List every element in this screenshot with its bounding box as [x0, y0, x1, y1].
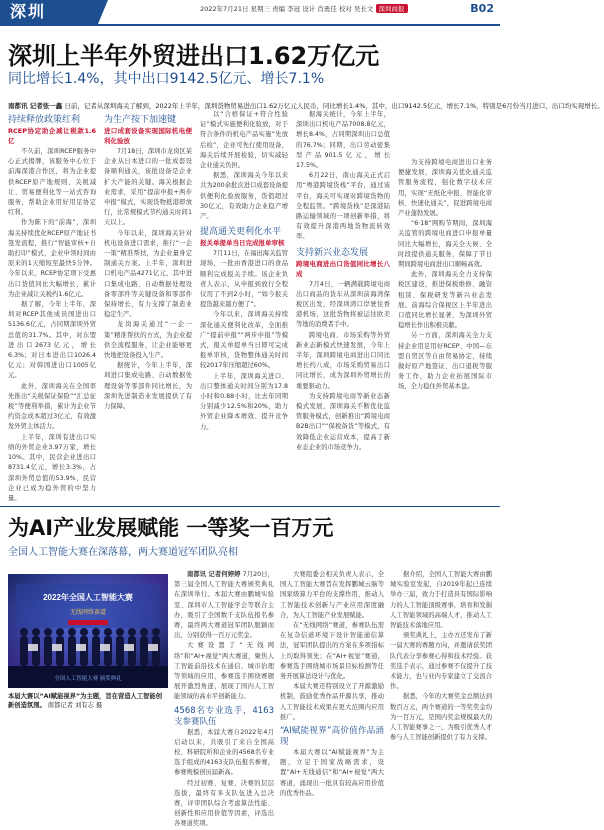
- col3-subtitle: 报关单提单当日完成报单审核: [200, 239, 285, 248]
- col3-title: 提高通关更利化水平: [200, 227, 282, 238]
- second-col2-paragraph: 在“无线网络”赛道，参赛队伍需在复杂信道环境下设计智能通信算法，冠军团队提出的方案在多项指标上均取得领先；在“AI+视觉”赛道，参赛选手围绕城市场景目标检测等任务开展算法设计与优化。: [280, 622, 384, 681]
- lead-column-2: [104, 110, 192, 502]
- col1-paragraph: 上半年，深圳有进出口实绩的外贸企业3.97万家，增长10%。其中，民营企业进出口8731.4亿元，增长3.3%，占深圳外贸总值的53.9%，民营企业已成为稳外贸的中坚力量。: [8, 433, 96, 502]
- ceremony-photo-graphic: [8, 574, 168, 688]
- col3-paragraph: 据悉，深圳海关今年以来共为200余批次进口成套设备提供便利化验放服务，货值超过30亿元，有效助力企业稳产增产。: [200, 172, 288, 221]
- col4-paragraph: 为支持跨境电商等新业态新模式发展，深圳海关不断优化监管服务模式，创新推出“跨境电商B2B出口”“保税备货”等模式，有效降低企业运营成本，提高了新业态企业的市场竞争力。: [296, 392, 390, 451]
- col4-subtitle: 跨境电商进出口货值同比增长八成: [296, 259, 390, 278]
- col3-paragraph: 今年以来，深圳海关持续深化通关便利化改革，全面推广“提前申报”“两步申报”等模式，报关单提单当日即可完成报单审核，货物整体通关时间较2017年压缩超过60%。: [200, 311, 288, 370]
- second-col1-paragraph: 大赛设置了“无线网络”和“AI+视觉”两大赛道，聚焦人工智能前沿技术在通信、城市治理等领域的应用，参赛选手围绕赛题展开激烈角逐，展现了国内人工智能领域的高水平创新能力。: [174, 642, 274, 701]
- photo-banner-text: 2022年全国人工智能大赛: [43, 593, 133, 602]
- photo-caption: [8, 692, 168, 710]
- col5-paragraph: 另一方面，深圳海关全力支持企业用足用好RCEP、中国—东盟自贸区等自由贸易协定，持续做好原产地签证、出口退税等服务工作，助力企业拓展国际市场，全力稳住外贸基本盘。: [398, 332, 492, 391]
- second-col2-paragraph: 本届大赛以“AI赋能视界”为主题，立足于国家战略需求，设置“AI+无线通信”和“AI+视觉”两大赛道，涌现出一批具有较高应用价值的优秀作品。: [280, 749, 384, 797]
- masthead: [0, 0, 500, 24]
- second-col1-paragraph: [174, 570, 274, 641]
- second-col1-paragraph: 据悉，本届大赛自2022年4月启动以来，共吸引了来自全国高校、科研院所和企业的4568名专业选手组成的4163支队伍报名参赛，参赛规模创历届新高。: [174, 728, 274, 777]
- lead-byline-author: 南都讯 记者张一鑫: [8, 102, 63, 110]
- col5-paragraph: “6·18”网购节期间，深圳海关监管的跨境电商进口申报单量同比大幅增长，海关全天候、全时段提供通关服务，保障了节日期间跨境电商进出口顺畅高效。: [398, 220, 492, 269]
- publication-pill: 深圳商报: [376, 4, 408, 13]
- date-info: 2022年7月21日 星期三 责编 李冠 设计 肖勇佳 校对 吴长文: [200, 5, 374, 13]
- col2-paragraph: 今年以来，深圳海关针对机电设备进口需求，推行“一企一策”精准帮扶，为企业量身定制通关方案。上半年，深圳进口机电产品4271亿元，其中进口集成电路、自动数据处理设备零部件等关键设备和零部件保持增长，有力支撑了制造业稳定生产。: [104, 229, 192, 319]
- col1-title: 持续释放政策红利: [8, 115, 81, 125]
- col2-subtitle: 进口成套设备实现国际机电便利化验放: [104, 127, 192, 145]
- second-column-1: [174, 570, 274, 828]
- col2-paragraph: 龙岗海关通过“一企一策”精准帮扶的方式，为企业提供全流程服务，让企业能够更快地把设备投入生产。: [104, 321, 192, 360]
- second-col2-title: “AI赋能视界”高价值作品涌现: [280, 726, 384, 748]
- second-column-2: [280, 570, 384, 797]
- photo-caption-credit: 南都记者 刘有志 摄: [47, 702, 103, 709]
- page-number: B02: [470, 2, 494, 15]
- second-column-3: [390, 570, 492, 742]
- lead-column-5: [398, 158, 492, 502]
- second-col1-paragraph: 经过初赛、复赛、决赛的层层选拔，最终有多支队伍进入总决赛，评审团队综合考虑算法性能、创新性和应用价值等因素，评选出各赛道奖项。: [174, 779, 274, 828]
- col3-paragraph: 以“合格保证+符合性验证”模式实施便利化验放，对于符合条件的机电产品实施“先放后检”，企业可先行使用设备，海关后续开展检验，切实减轻企业通关负担。: [200, 111, 288, 170]
- lead-subheadline: 同比增长1.4%，其中出口9142.5亿元、增长7.1%: [8, 71, 325, 87]
- col4-paragraph: 跨境电商、市场采购等外贸新业态新模式快速发展，今年上半年，深圳跨境电商进出口同比增长约八成，市场采购贸易出口同比增长，成为深圳外贸增长的重要驱动力。: [296, 331, 390, 390]
- second-col3-paragraph: 颁奖典礼上，主办方还发布了新一届大赛的赛题方向，并邀请获奖团队代表分享参赛心得和技术经验。获奖选手表示，通过参赛不仅提升了技术能力，也与业内专家建立了交流合作。: [390, 632, 492, 691]
- col1-paragraph: 作为陈下的“前海”，深圳海关持续优化RCEP原产地证书签发流程，推行“智能审核+自助打印”模式，企业申领时间由原来的1天缩短至最快5分钟。今年以来，RCEP协定项下受惠出口货值同比大幅增长，累计为企业减让关税约1.6亿元。: [8, 219, 96, 298]
- col2-paragraph: 7月18日，深圳市龙岗区某企业从日本进口的一批成套设备顺利通关，该批设备是企业扩大产能的关键。海关根据企业需求，采用“提前申报+两步申报”模式，实现货物抵港即放行，比常规模式节约通关时间1天以上。: [104, 148, 192, 227]
- second-col1-lead: 7月20日，第三届全国人工智能大赛颁奖典礼在深圳举行。本届大赛由鹏城实验室、深圳市人工智能学会等联合主办，吸引了全国数千支队伍报名参赛，最终两大赛道冠军团队脱颖而出，分别获得一百万元奖金。: [174, 571, 274, 640]
- col4-paragraph: 6月22日，南山海关正式启用“粤港跨境货栈”平台，通过该平台，海关可实现对跨境货物的全程监管。“跨境货栈”是深港陆路运输领域的一项创新举措，将有效提升深港两地货物流转效率。: [296, 172, 390, 241]
- second-headline: 为AI产业发展赋能 一等奖一百万元: [8, 516, 334, 540]
- photo-sub-text: 无线网络赛道: [69, 610, 107, 616]
- ceremony-photo: [8, 574, 168, 688]
- section-tag: 深圳: [0, 0, 98, 24]
- col4-paragraph: 7月4日，一辆满载跨境电商出口商品的货车从深圳前海湾保税区出发，经深圳湾口岸驶往香港机场，这批货物将被运往欧美等地的消费者手中。: [296, 280, 390, 329]
- second-col3-paragraph: 据介绍，全国人工智能大赛由鹏城实验室发起，自2019年起已连续举办三届，致力于打造具有国际影响力的人工智能顶级赛事，培育和发掘人工智能领域的高端人才，推动人工智能技术落地应用。: [390, 571, 492, 630]
- lead-column-3: [200, 110, 288, 502]
- second-subheadline: 全国人工智能大赛在深落幕，两大赛道冠军团队亮相: [8, 547, 238, 558]
- lead-column-1: [8, 110, 96, 502]
- col1-paragraph: 据了解，今年上半年，深圳对RCEP其他成员国进出口5136.6亿元，占同期深圳外贸总值的31.7%。其中，对东盟进出口2673亿元，增长6.3%；对日本进出口1026.4亿元；对韩国进出口1005亿元。: [8, 301, 96, 380]
- col3-paragraph: 上半年，深圳海关进口、出口整体通关时间分别为17.8小时和0.88小时，比去年同期分别减少12.5%和20%，助力外贸企业降本增效、提升竞争力。: [200, 372, 288, 431]
- photo-stage-text: 全国人工智能大赛 颁奖典礼: [54, 676, 122, 682]
- lead-headline: 深圳上半年外贸进出口1.62万亿元: [8, 42, 380, 70]
- col2-paragraph: 据统计，今年上半年，深圳进口集成电路、自动数据处理设备等零部件同比增长，为深圳先进制造业发展提供了有力保障。: [104, 362, 192, 411]
- col2-title: 为生产按下加速键: [104, 115, 177, 125]
- second-col2-paragraph: 大赛组委会相关负责人表示，全国人工智能大赛旨在发挥鹏城云脑等国家级算力平台的支撑作用，推动人工智能技术创新与产业应用深度融合，为人工智能产业发展赋能。: [280, 571, 384, 619]
- col4-paragraph: 据海关统计，今年上半年，深圳出口机电产品7008.8亿元，增长8.4%，占同期深圳出口总值的76.7%；同期，出口劳动密集型产品901.5亿元，增长17.5%。: [296, 111, 390, 170]
- col5-paragraph: 为支持跨境电商进出口业务便捷发展，深圳海关优化通关监管服务流程，强化数字技术应用，实现“无纸化申报、智能化审核、快速化通关”，促进跨境电商产业蓬勃发展。: [398, 159, 492, 218]
- lead-byline-text: 日前，记者从深圳海关了解到，2022年上半年，深圳货物贸易进出口1.62万亿元人民币，同比增长1.4%，其中，出口9142.5亿元，增长7.1%，特别是6月份当月进口、出口均实现增长。: [64, 102, 604, 110]
- col1-paragraph: 此外，深圳海关在全国率先推出“关税保证保险”“汇总征税”等便利举措，累计为企业节约资金成本超过3亿元，有效激发外贸主体活力。: [8, 382, 96, 431]
- col5-paragraph: 此外，深圳海关全力支持保税区建设，推进保税维修、融资租赁、保税研发等新兴业态发展。前海综合保税区上半年进出口值同比增长显著，为深圳外贸稳增长作出积极贡献。: [398, 271, 492, 330]
- masthead-rule: [0, 24, 500, 26]
- second-col1-title: 4568名专业选手，4163支参赛队伍: [174, 705, 274, 727]
- col4-title: 支持新兴业态发展: [296, 247, 369, 258]
- second-byline-author: 南都讯 记者何婷婷: [187, 571, 241, 578]
- second-col3-paragraph: 据悉，今年的大赛奖金总额达到数百万元，两个赛道的一等奖奖金均为一百万元，是国内奖金规模最大的人工智能赛事之一，为吸引优秀人才参与人工智能创新提供了有力支撑。: [390, 693, 492, 742]
- col3-paragraph: 7月11日，在福田海关监管现场，一批由香港进口的食品顺利完成报关手续。该企业负责人表示，从申报到放行全程仅用了不到2小时，“如今报关提货越来越方便了”。: [200, 250, 288, 309]
- masthead-meta: [200, 4, 408, 13]
- second-col2-paragraph: 本届大赛还特别设立了开源激励机制，鼓励优秀作品开源共享，推动人工智能技术成果在更大范围内应用推广。: [280, 683, 384, 721]
- story-divider: [0, 506, 500, 507]
- col1-subtitle: RCEP协定助企减让税款1.6亿: [8, 127, 96, 145]
- lead-column-4: [296, 110, 390, 502]
- photo-caption-text: 本届大赛以“AI赋能视界”为主题，旨在营造人工智能创新创造氛围。: [8, 693, 163, 709]
- lead-byline: [8, 101, 604, 110]
- col1-paragraph: 不久前，深圳RCEP服务中心正式揭牌，该服务中心位于前海深港合作区，将为企业提供RCEP原产地规则、关税减让、贸易便利化等一站式咨询服务，帮助企业用好用足协定红利。: [8, 148, 96, 217]
